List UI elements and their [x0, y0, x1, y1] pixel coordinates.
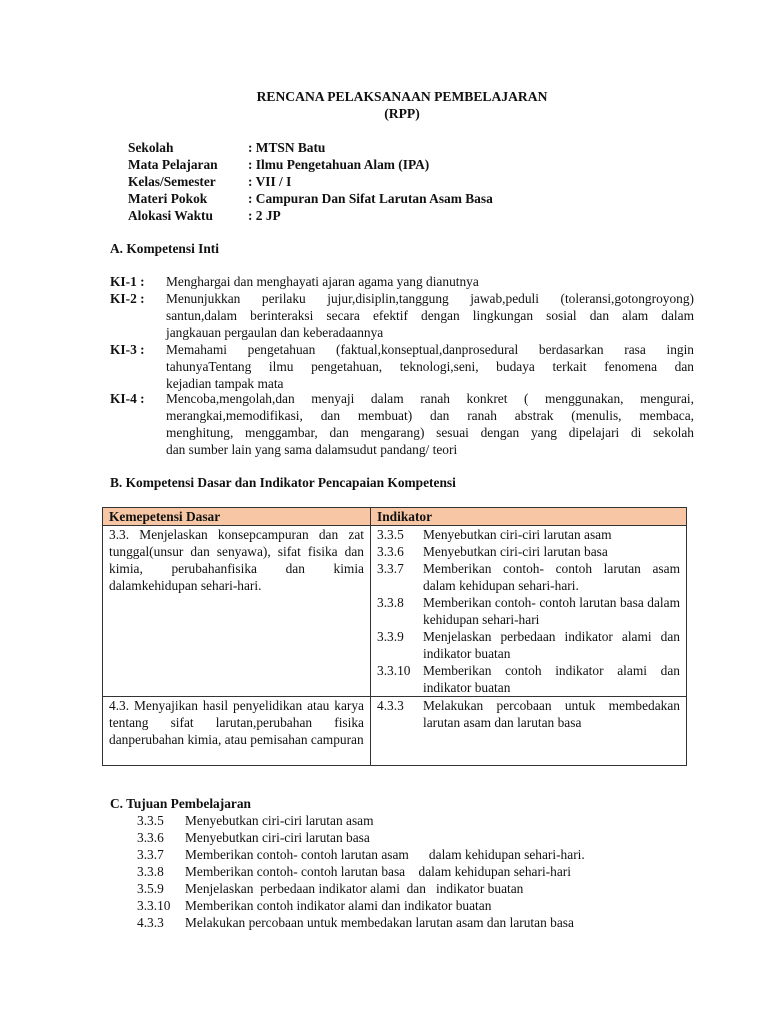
ki-3-line: Memahami pengetahuan (faktual,konseptual,danprosedural berdasarkan rasa ingin	[166, 342, 694, 357]
indicator-number: 3.3.5	[377, 527, 404, 542]
identity-value: : VII / I	[248, 174, 292, 189]
tujuan-item	[137, 914, 574, 931]
ki-1-line: Menghargai dan menghayati ajaran agama yang dianutnya	[166, 274, 479, 289]
ki-4-line: merangkai,memodifikasi, dan membuat) dan ranah abstrak (menulis, membaca,	[166, 408, 694, 423]
ki-1-label: KI-1 :	[110, 274, 145, 289]
section-c-heading: C. Tujuan Pembelajaran	[110, 796, 251, 811]
ki-2-label: KI-2 :	[110, 291, 145, 306]
tujuan-number: 3.5.9	[137, 881, 164, 896]
kd-text: 3.3. Menjelaskan konsepcampuran dan zat tunggal(unsur dan senyawa), sifat fisika dan kimia, perubahanfisika dan kimia dalamkehidupan sehari-hari.	[109, 527, 364, 593]
tujuan-item	[137, 812, 374, 829]
table-cell-indikator	[371, 526, 687, 697]
tujuan-item	[137, 863, 571, 880]
identity-value: : Ilmu Pengetahuan Alam (IPA)	[248, 157, 430, 172]
ki-4-line: Mencoba,mengolah,dan menyaji dalam ranah konkret ( menggunakan, mengurai,	[166, 391, 694, 406]
ki-2-line: Menunjukkan perilaku jujur,disiplin,tanggung jawab,peduli (toleransi,gotongroyong)	[166, 291, 694, 306]
tujuan-number: 3.3.6	[137, 830, 164, 845]
indicator-number: 4.3.3	[377, 698, 404, 713]
identity-value: : Campuran Dan Sifat Larutan Asam Basa	[248, 191, 493, 206]
identity-label: Mata Pelajaran	[128, 157, 218, 172]
tujuan-text: Menyebutkan ciri-ciri larutan asam	[185, 813, 374, 828]
table-cell-indikator	[371, 697, 687, 766]
tujuan-text: Melakukan percobaan untuk membedakan larutan asam dan larutan basa	[185, 915, 574, 930]
indicator-item	[377, 594, 680, 628]
tujuan-text: Memberikan contoh- contoh larutan asam dalam kehidupan sehari-hari.	[185, 847, 585, 862]
indicator-text: Menyebutkan ciri-ciri larutan asam	[423, 527, 612, 542]
table-row	[103, 526, 687, 697]
indicator-item	[377, 526, 680, 543]
section-b-heading: B. Kompetensi Dasar dan Indikator Pencapaian Kompetensi	[110, 475, 456, 490]
table-cell-kd	[103, 526, 371, 697]
tujuan-number: 3.3.8	[137, 864, 164, 879]
identity-value: : MTSN Batu	[248, 140, 326, 155]
tujuan-text: Memberikan contoh- contoh larutan basa dalam kehidupan sehari-hari	[185, 864, 571, 879]
indicator-text: Menjelaskan perbedaan indikator alami dan indikator buatan	[423, 629, 680, 661]
ki-4-label: KI-4 :	[110, 391, 145, 406]
identity-label: Materi Pokok	[128, 191, 208, 206]
section-a-heading: A. Kompetensi Inti	[110, 241, 219, 256]
indicator-text: Memberikan contoh indikator alami dan indikator buatan	[423, 663, 680, 695]
indicator-item	[377, 543, 680, 560]
tujuan-item	[137, 829, 370, 846]
indicator-item	[377, 628, 680, 662]
indicator-item	[377, 662, 680, 696]
tujuan-number: 3.3.5	[137, 813, 164, 828]
ki-3-label: KI-3 :	[110, 342, 145, 357]
indicator-number: 3.3.9	[377, 629, 404, 644]
ki-2-line: jangkauan pergaulan dan keberadaannya	[166, 325, 384, 340]
tujuan-number: 3.3.10	[137, 898, 171, 913]
tujuan-number: 4.3.3	[137, 915, 164, 930]
ki-4-line: dan sumber lain yang sama dalamsudut pandang/ teori	[166, 442, 458, 457]
ki-3-line: kejadian tampak mata	[166, 376, 284, 391]
indicator-text: Melakukan percobaan untuk membedakan larutan asam dan larutan basa	[423, 698, 680, 730]
identity-label: Sekolah	[128, 140, 174, 155]
indicator-number: 3.3.10	[377, 663, 411, 678]
document-subtitle: (RPP)	[384, 106, 420, 121]
tujuan-item	[137, 897, 491, 914]
indicator-item	[377, 697, 680, 731]
tujuan-text: Menyebutkan ciri-ciri larutan basa	[185, 830, 370, 845]
indicator-text: Memberikan contoh- contoh larutan asam dalam kehidupan sehari-hari.	[423, 561, 680, 593]
kd-text: 4.3. Menyajikan hasil penyelidikan atau karya tentang sifat larutan,perubahan fisika danperubahan kimia, atau pemisahan campuran	[109, 698, 364, 747]
table-row	[103, 697, 687, 766]
indicator-number: 3.3.7	[377, 561, 404, 576]
identity-value: : 2 JP	[248, 208, 281, 223]
tujuan-text: Menjelaskan perbedaan indikator alami dan indikator buatan	[185, 881, 524, 896]
document-title: RENCANA PELAKSANAAN PEMBELAJARAN	[256, 89, 548, 104]
indicator-text: Menyebutkan ciri-ciri larutan basa	[423, 544, 608, 559]
ki-2-line: santun,dalam berinteraksi secara efektif dengan lingkungan sosial dan alam dalam	[166, 308, 694, 323]
ki-4-line: menghitung, menggambar, dan mengarang) sesuai dengan yang dipelajari di sekolah	[166, 425, 694, 440]
indicator-number: 3.3.8	[377, 595, 404, 610]
tujuan-item	[137, 880, 523, 897]
indicator-number: 3.3.6	[377, 544, 404, 559]
identity-label: Alokasi Waktu	[128, 208, 213, 223]
identity-label: Kelas/Semester	[128, 174, 216, 189]
table-header-indikator: Indikator	[371, 508, 687, 526]
tujuan-number: 3.3.7	[137, 847, 164, 862]
indicator-item	[377, 560, 680, 594]
tujuan-item	[137, 846, 585, 863]
table-header-row	[103, 508, 687, 526]
indicator-text: Memberikan contoh- contoh larutan basa dalam kehidupan sehari-hari	[423, 595, 680, 627]
table-cell-kd	[103, 697, 371, 766]
table-header-kd: Kemepetensi Dasar	[103, 508, 371, 526]
kompetensi-table	[102, 507, 687, 766]
tujuan-text: Memberikan contoh indikator alami dan indikator buatan	[185, 898, 492, 913]
ki-3-line: tahunyaTentang ilmu pengetahuan, teknologi,seni, budaya terkait fenomena dan	[166, 359, 694, 374]
